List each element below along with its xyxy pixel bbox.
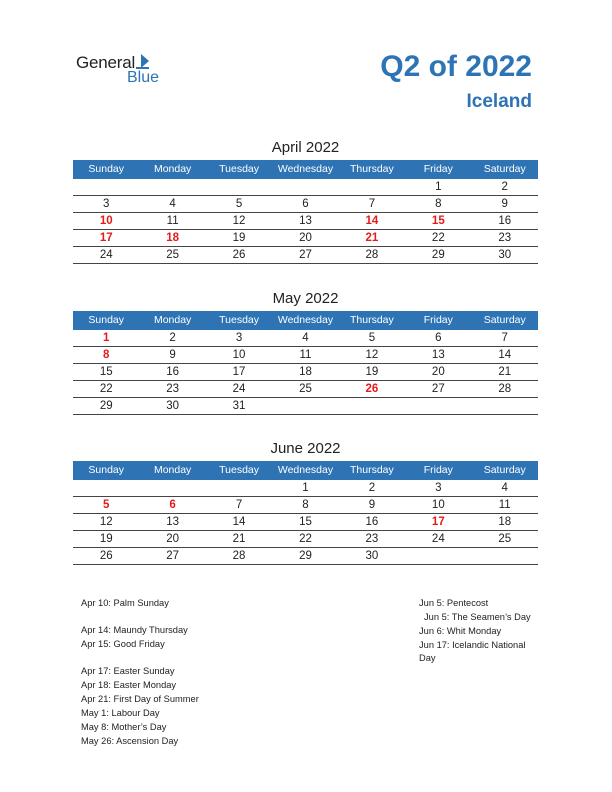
weekday-header-tuesday: Tuesday <box>219 314 259 326</box>
holiday-note: May 8: Mother’s Day <box>81 722 167 732</box>
day-cell: 7 <box>235 499 243 511</box>
day-cell: 16 <box>166 366 180 378</box>
day-cell <box>339 398 405 414</box>
week-row <box>73 548 538 565</box>
day-cell: 1 <box>103 332 110 344</box>
month-may <box>73 289 538 415</box>
day-cell: 11 <box>166 215 179 227</box>
weekday-header-friday: Friday <box>423 163 453 175</box>
day-cell <box>339 179 405 195</box>
logo-blue-text: Blue <box>127 69 160 86</box>
weekday-header-friday: Friday <box>423 464 453 476</box>
day-cell: 24 <box>431 533 445 545</box>
day-cell: 5 <box>368 332 376 344</box>
day-cell <box>272 179 338 195</box>
day-cell: 27 <box>431 383 445 395</box>
day-cell: 13 <box>166 516 180 528</box>
day-cell: 27 <box>166 550 180 562</box>
week-row <box>73 179 538 196</box>
day-cell: 22 <box>431 232 445 244</box>
day-cell <box>206 179 272 195</box>
day-cell: 12 <box>232 215 246 227</box>
holiday-note: May 1: Labour Day <box>81 708 160 718</box>
weekday-header-monday: Monday <box>153 314 192 326</box>
day-cell: 16 <box>365 516 379 528</box>
day-cell <box>139 179 205 195</box>
holiday-note: Apr 21: First Day of Summer <box>81 694 199 704</box>
day-cell: 4 <box>501 482 508 494</box>
day-cell: 29 <box>99 400 113 412</box>
day-cell: 22 <box>299 533 312 545</box>
week-row <box>73 247 538 264</box>
day-cell: 27 <box>299 249 312 261</box>
day-cell: 19 <box>232 232 246 244</box>
day-cell: 21 <box>498 366 512 378</box>
day-cell: 13 <box>299 215 312 227</box>
holiday-note: Day <box>419 653 436 663</box>
day-cell: 8 <box>302 499 309 511</box>
day-cell: 18 <box>299 366 312 378</box>
logo-general-text: General <box>76 53 136 72</box>
day-cell: 9 <box>368 499 376 511</box>
day-cell: 28 <box>498 383 512 395</box>
day-cell: 1 <box>435 181 442 193</box>
day-cell: 14 <box>232 516 246 528</box>
week-row <box>73 347 538 364</box>
holiday-note: Apr 10: Palm Sunday <box>81 598 169 608</box>
day-cell: 6 <box>435 332 442 344</box>
day-cell: 18 <box>166 232 180 244</box>
weekday-header-wednesday: Wednesday <box>277 163 334 175</box>
day-cell <box>472 398 538 414</box>
day-cell <box>472 548 538 564</box>
day-cell: 28 <box>232 550 246 562</box>
weekday-header-thursday: Thursday <box>350 314 394 326</box>
weekday-header-wednesday: Wednesday <box>277 314 334 326</box>
holiday-note: Jun 6: Whit Monday <box>419 626 502 636</box>
day-cell: 22 <box>99 383 113 395</box>
day-cell <box>405 398 471 414</box>
holiday-note: Apr 18: Easter Monday <box>81 680 177 690</box>
holiday-note: Jun 5: The Seamen’s Day <box>424 612 531 622</box>
day-cell: 5 <box>235 198 243 210</box>
day-cell: 20 <box>166 533 180 545</box>
holiday-note: Apr 14: Maundy Thursday <box>81 625 188 635</box>
day-cell <box>73 179 139 195</box>
week-row <box>73 213 538 230</box>
day-cell <box>139 480 205 496</box>
day-cell: 15 <box>99 366 113 378</box>
day-cell: 3 <box>235 332 243 344</box>
quarter-title: Q2 of 2022 <box>380 50 532 83</box>
week-row <box>73 497 538 514</box>
month-title: May 2022 <box>272 290 339 307</box>
holiday-note: Apr 15: Good Friday <box>81 639 165 649</box>
day-cell: 11 <box>498 499 511 511</box>
day-cell: 25 <box>299 383 312 395</box>
day-cell: 20 <box>299 232 312 244</box>
day-cell: 20 <box>431 366 445 378</box>
weekday-header-saturday: Saturday <box>483 314 526 326</box>
week-row <box>73 196 538 213</box>
day-cell: 30 <box>498 249 512 261</box>
day-cell: 2 <box>169 332 176 344</box>
day-cell: 30 <box>365 550 379 562</box>
day-cell: 3 <box>103 198 110 210</box>
day-cell: 2 <box>368 482 376 494</box>
weekday-header-monday: Monday <box>153 464 192 476</box>
holiday-note: Apr 17: Easter Sunday <box>81 666 175 676</box>
week-row <box>73 330 538 347</box>
day-cell: 18 <box>498 516 512 528</box>
day-cell: 17 <box>431 516 445 528</box>
day-cell: 17 <box>99 232 113 244</box>
weekday-header-row <box>73 461 538 480</box>
day-cell: 9 <box>501 198 508 210</box>
day-cell: 13 <box>431 349 445 361</box>
holiday-note: May 26: Ascension Day <box>81 736 179 746</box>
day-cell <box>206 480 272 496</box>
day-cell: 12 <box>99 516 113 528</box>
day-cell: 10 <box>232 349 246 361</box>
day-cell: 2 <box>501 181 508 193</box>
day-cell: 25 <box>498 533 512 545</box>
weekday-header-sunday: Sunday <box>88 163 125 175</box>
day-cell: 7 <box>501 332 508 344</box>
day-cell: 4 <box>169 198 176 210</box>
day-cell: 7 <box>368 198 376 210</box>
day-cell: 23 <box>365 533 379 545</box>
week-row <box>73 480 538 497</box>
day-cell: 3 <box>435 482 442 494</box>
weekday-header-friday: Friday <box>423 314 453 326</box>
day-cell: 23 <box>166 383 180 395</box>
day-cell: 29 <box>299 550 312 562</box>
week-row <box>73 364 538 381</box>
day-cell: 30 <box>166 400 180 412</box>
logo-flag-icon <box>141 54 149 68</box>
weekday-header-row <box>73 311 538 330</box>
day-cell: 8 <box>103 349 110 361</box>
day-cell: 24 <box>232 383 246 395</box>
day-cell: 25 <box>166 249 180 261</box>
week-row <box>73 381 538 398</box>
day-cell: 8 <box>435 198 442 210</box>
weekday-header-thursday: Thursday <box>350 464 394 476</box>
day-cell: 21 <box>232 533 246 545</box>
holiday-note: Jun 17: Icelandic National <box>419 640 526 650</box>
day-cell: 12 <box>365 349 379 361</box>
day-cell: 6 <box>302 198 309 210</box>
day-cell: 31 <box>232 400 246 412</box>
weekday-header-tuesday: Tuesday <box>219 163 259 175</box>
day-cell: 21 <box>365 232 379 244</box>
day-cell: 11 <box>299 349 312 361</box>
weekday-header-saturday: Saturday <box>483 163 526 175</box>
day-cell: 28 <box>365 249 379 261</box>
week-row <box>73 230 538 247</box>
day-cell: 5 <box>103 499 110 511</box>
day-cell <box>405 548 471 564</box>
day-cell: 15 <box>431 215 445 227</box>
day-cell: 17 <box>232 366 246 378</box>
day-cell: 23 <box>498 232 512 244</box>
week-row <box>73 398 538 415</box>
weekday-header-sunday: Sunday <box>88 464 125 476</box>
day-cell: 6 <box>169 499 176 511</box>
weekday-header-wednesday: Wednesday <box>277 464 334 476</box>
day-cell: 1 <box>302 482 309 494</box>
country-title: Iceland <box>466 91 532 112</box>
week-row <box>73 514 538 531</box>
day-cell: 26 <box>365 383 379 395</box>
weekday-header-sunday: Sunday <box>88 314 125 326</box>
day-cell: 19 <box>99 533 113 545</box>
day-cell <box>73 480 139 496</box>
month-title: June 2022 <box>270 440 341 457</box>
day-cell: 9 <box>169 349 176 361</box>
day-cell: 14 <box>498 349 512 361</box>
day-cell: 26 <box>232 249 246 261</box>
week-row <box>73 531 538 548</box>
month-title: April 2022 <box>271 139 340 156</box>
month-april <box>73 138 538 264</box>
weekday-header-monday: Monday <box>153 163 192 175</box>
day-cell <box>272 398 338 414</box>
general-blue-logo <box>76 53 176 89</box>
day-cell: 24 <box>99 249 113 261</box>
holiday-note: Jun 5: Pentecost <box>419 598 489 608</box>
weekday-header-thursday: Thursday <box>350 163 394 175</box>
weekday-header-saturday: Saturday <box>483 464 526 476</box>
day-cell: 16 <box>498 215 512 227</box>
weekday-header-tuesday: Tuesday <box>219 464 259 476</box>
month-june <box>73 439 538 565</box>
day-cell: 15 <box>299 516 312 528</box>
day-cell: 4 <box>302 332 309 344</box>
day-cell: 19 <box>365 366 379 378</box>
day-cell: 29 <box>431 249 445 261</box>
day-cell: 10 <box>431 499 445 511</box>
day-cell: 14 <box>365 215 379 227</box>
day-cell: 10 <box>99 215 113 227</box>
weekday-header-row <box>73 160 538 179</box>
day-cell: 26 <box>99 550 113 562</box>
